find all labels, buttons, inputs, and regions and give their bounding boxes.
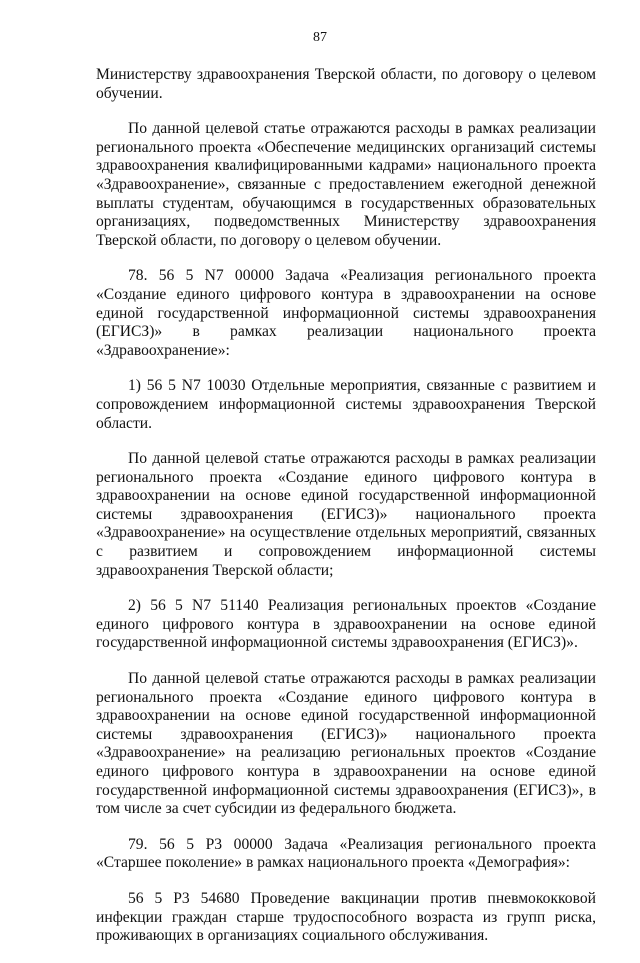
paragraph-10030-expenses: По данной целевой статье отражаются расходы в рамках реализации регионального проекта «Создание единого цифрового контура в здравоохранении на основе единой государственной информационной системы здравоохранения (ЕГИСЗ)» национального проекта «Здравоохранение» на осуществление отдельных мероприятий, связанных с развитием и сопровождением информационной системы здравоохранения Тверской области; — [96, 450, 596, 579]
paragraph-54680-vaccination: 56 5 P3 54680 Проведение вакцинации против пневмококковой инфекции граждан старше трудоспособного возраста из групп риска, проживающих в организациях социального обслуживания. — [96, 889, 596, 945]
paragraph-item-2-51140: 2) 56 5 N7 51140 Реализация региональных проектов «Создание единого цифрового контура в здравоохранении на основе единой государственной информационной системы здравоохранения (ЕГИСЗ)». — [96, 597, 596, 652]
paragraph-target-training-expenses: По данной целевой статье отражаются расходы в рамках реализации регионального проекта «Обеспечение медицинских организаций системы здравоохранения квалифицированными кадрами» национального проекта «Здравоохранение», связанные с предоставлением ежегодной денежной выплаты студентам, обучающимся в государственных образовательных организациях, подведомственных Министерству здравоохранения Тверской области, по договору о целевом обучении. — [96, 120, 596, 249]
paragraph-51140-expenses: По данной целевой статье отражаются расходы в рамках реализации регионального проекта «Создание единого цифрового контура в здравоохранении на основе единой государственной информационной системы здравоохранения (ЕГИСЗ)» национального проекта «Здравоохранение» на реализацию региональных проектов «Создание единого цифрового контура в здравоохранении на основе единой государственной информационной системы здравоохранения (ЕГИСЗ)», в том числе за счет субсидии из федерального бюджета. — [96, 670, 596, 818]
paragraph-task-78: 78. 56 5 N7 00000 Задача «Реализация регионального проекта «Создание единого цифрового контура в здравоохранении на основе единой государственной информационной системы здравоохранения (ЕГИСЗ)» в рамках реализации национального проекта «Здравоохранение»: — [96, 267, 596, 359]
paragraph-task-79: 79. 56 5 P3 00000 Задача «Реализация регионального проекта «Старшее поколение» в рамках национального проекта «Демография»: — [96, 835, 596, 872]
paragraph-item-1-10030: 1) 56 5 N7 10030 Отдельные мероприятия, связанные с развитием и сопровождением информационной системы здравоохранения Тверской области. — [96, 377, 596, 432]
page-number: 87 — [313, 30, 327, 45]
document-body — [96, 66, 596, 963]
paragraph-continuation: Министерству здравоохранения Тверской области, по договору о целевом обучении. — [96, 66, 596, 102]
